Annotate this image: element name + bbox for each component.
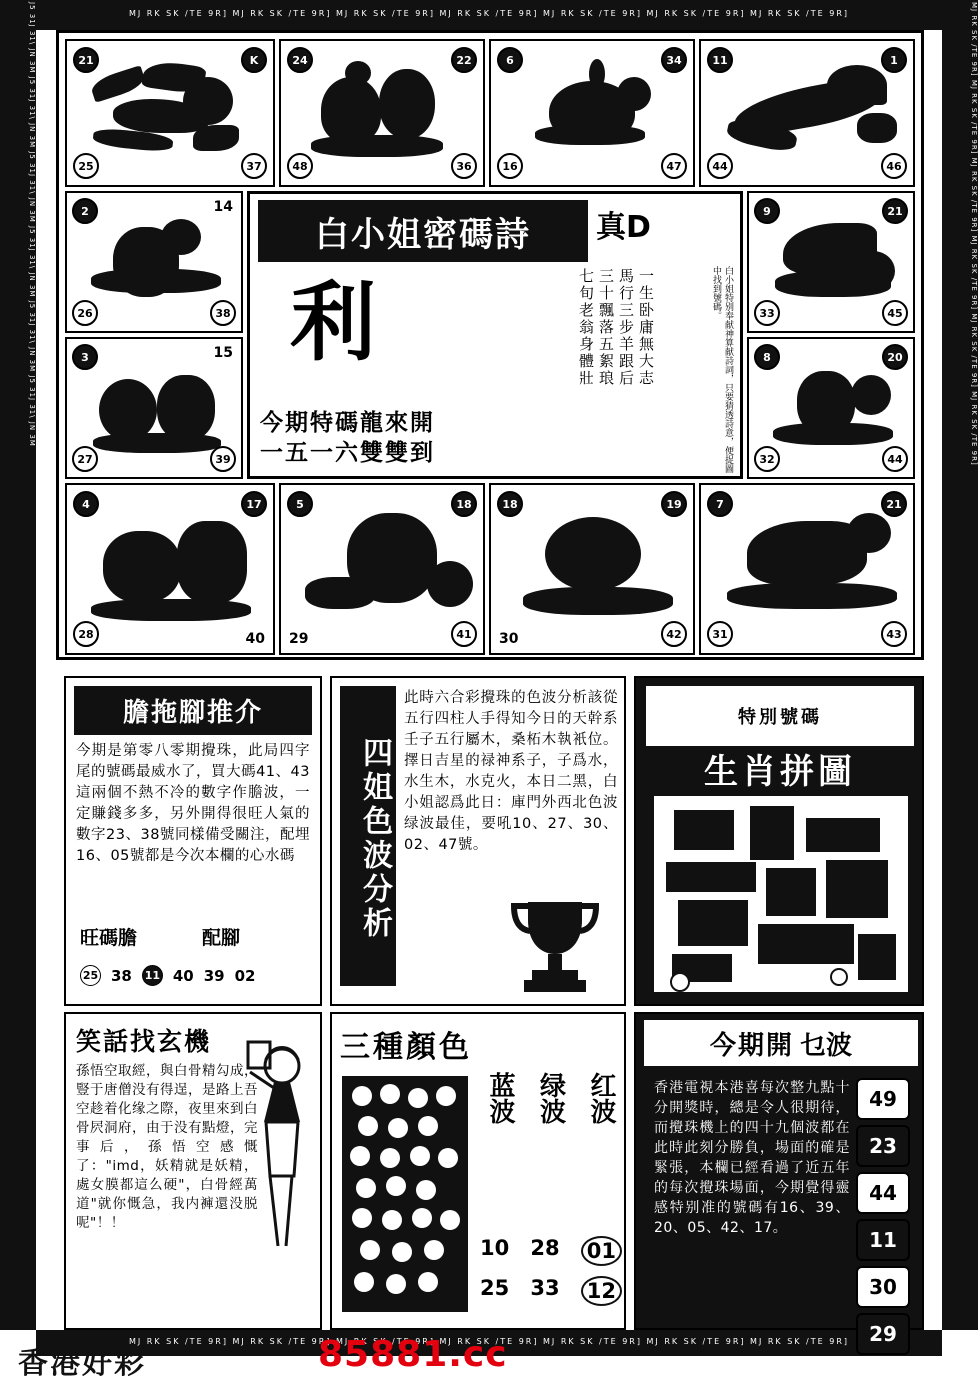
- color-value: 25: [480, 1276, 510, 1300]
- panel-this-issue-body: 香港電視本港喜每次整九點十分開獎時，總是令人很期待，而攪珠機上的四十九個波都在此時此刻分勝負，場面的確是緊張，本欄已經看過了近五年的每次攪珠場面，今期覺得靈感特别准的號碼有16、39、20、05、42、17。: [654, 1080, 850, 1236]
- zodiac-grid-frame: [56, 30, 924, 660]
- tip-number-ball: 11: [142, 965, 163, 986]
- tip-number: 40: [172, 966, 194, 985]
- verse-line: 七旬老翁身體壯: [577, 268, 595, 387]
- lucky-number-chip: 49: [856, 1078, 910, 1120]
- panel-color-wave: [330, 676, 626, 1006]
- lucky-number-chip: 23: [856, 1125, 910, 1167]
- panel-this-issue-title-a: 今期開: [709, 1030, 794, 1061]
- ball-number: 18: [451, 491, 477, 517]
- ball-number: 21: [882, 198, 908, 224]
- ball-number: 26: [72, 300, 98, 326]
- color-value: 10: [480, 1236, 510, 1260]
- cell-corner-number: 30: [499, 631, 519, 647]
- grid-cell: [65, 337, 243, 479]
- lucky-number-chip: 11: [856, 1219, 910, 1261]
- zodiac-puzzle-art: [654, 796, 908, 992]
- panel-tips: [64, 676, 322, 1006]
- grid-cell: [279, 483, 485, 655]
- grid-cell: [489, 39, 695, 187]
- tip-number: 39: [203, 966, 225, 985]
- grid-cell: [747, 337, 915, 479]
- panel-tips-body: 今期是第零八零期攪珠，此局四字尾的號碼最威水了，買大碼41、43這兩個不熱不冷的數字作膽波，一定賺錢多多，另外開得很旺人氣的數字23、38號同樣備受關注，配埋16、05號都是今次本欄的心水碼: [76, 743, 310, 864]
- poster-big-character: 利: [290, 273, 376, 373]
- poster-title: 白小姐密碼詩: [258, 200, 588, 262]
- cell-corner-number: 40: [245, 631, 265, 647]
- panel-tips-label-left: 旺碼膽: [80, 927, 138, 949]
- color-column-name: 绿波: [535, 1072, 566, 1124]
- grid-cell: [65, 39, 275, 187]
- panel-zodiac-title: 生肖拼圖: [704, 752, 856, 792]
- panel-tips-title: 膽拖腳推介: [74, 686, 312, 735]
- ball-number: 34: [661, 47, 687, 73]
- ball-number: 31: [707, 621, 733, 647]
- poster-d-mark: 真D: [596, 210, 651, 245]
- verse-line: 馬行三步羊跟后: [617, 268, 635, 387]
- panel-tips-label-right: 配腳: [202, 927, 241, 949]
- grid-cell: [699, 483, 915, 655]
- ball-number: 42: [661, 621, 687, 647]
- lucky-number-chip: 44: [856, 1172, 910, 1214]
- ball-number: 3: [72, 344, 98, 370]
- panel-three-colors-title: 三種顏色: [340, 1030, 472, 1065]
- ball-number: 45: [882, 300, 908, 326]
- color-value: 28: [530, 1236, 560, 1260]
- ball-number: 27: [72, 446, 98, 472]
- ball-number: 25: [73, 153, 99, 179]
- grid-cell: [279, 39, 485, 187]
- ball-number: 37: [241, 153, 267, 179]
- ball-number: 11: [707, 47, 733, 73]
- panel-joke: [64, 1012, 322, 1330]
- ball-number: 6: [497, 47, 523, 73]
- ball-number: 44: [882, 446, 908, 472]
- tip-number: 38: [111, 966, 132, 985]
- cartoon-girl-icon: [244, 1032, 318, 1252]
- ball-number: 46: [881, 153, 907, 179]
- panel-zodiac-badge: 特別號碼: [738, 707, 822, 728]
- color-value-circled: 01: [581, 1236, 622, 1266]
- ball-number: 44: [707, 153, 733, 179]
- ball-number: 18: [497, 491, 523, 517]
- ball-number: 48: [287, 153, 313, 179]
- lucky-number-chip: 30: [856, 1266, 910, 1308]
- ball-number: 17: [241, 491, 267, 517]
- poster-bottom-line-2: 一五一六雙雙到: [260, 440, 435, 466]
- ball-number: 2: [72, 198, 98, 224]
- ball-number: 22: [451, 47, 477, 73]
- ball-number: 1: [881, 47, 907, 73]
- poster-bottom-line-1: 今期特碼龍來開: [260, 410, 435, 436]
- grid-cell: [747, 191, 915, 333]
- footer-url: 85881.cc: [318, 1334, 508, 1375]
- left-border-strip: J5 31J 31\ JN 3M J5 31J 31\ JN 3M J5 31J 31\ JN 3M J5 31J 31\ JN 3M J5 31J 31\ JN 3M J5 31J 31\ JN 3M: [0, 0, 36, 1330]
- lucky-number-chip: 29: [856, 1313, 910, 1355]
- ball-number: 7: [707, 491, 733, 517]
- color-value-circled: 12: [581, 1276, 622, 1306]
- ball-number: K: [241, 47, 267, 73]
- tip-number: 02: [234, 966, 256, 985]
- panel-this-issue: [634, 1012, 924, 1346]
- color-column-name: 红波: [586, 1072, 616, 1124]
- ball-number: 33: [754, 300, 780, 326]
- grid-cell: [699, 39, 915, 187]
- ball-number: 20: [882, 344, 908, 370]
- ball-number: 5: [287, 491, 313, 517]
- grid-cell: [489, 483, 695, 655]
- ball-number: 41: [451, 621, 477, 647]
- ball-number: 32: [754, 446, 780, 472]
- bottom-border-strip: MJ RK SK /TE 9R] MJ RK SK /TE 9R] MJ RK SK /TE 9R] MJ RK SK /TE 9R] MJ RK SK /TE 9R] MJ RK SK /TE 9R] MJ RK SK /TE 9R]: [36, 1330, 942, 1356]
- lucky-number-column: [856, 1078, 912, 1360]
- panel-color-wave-title: 四姐色波分析: [340, 686, 396, 986]
- main-poster: [247, 191, 743, 479]
- tip-number-ball: 25: [80, 965, 101, 986]
- panel-joke-title: 笑話找玄機: [76, 1027, 212, 1056]
- ball-number: 21: [881, 491, 907, 517]
- top-border-strip: MJ RK SK /TE 9R] MJ RK SK /TE 9R] MJ RK SK /TE 9R] MJ RK SK /TE 9R] MJ RK SK /TE 9R] MJ RK SK /TE 9R] MJ RK SK /TE 9R]: [36, 0, 942, 30]
- trophy-icon: [500, 888, 610, 998]
- ball-number: 8: [754, 344, 780, 370]
- cell-corner-number: 29: [289, 631, 309, 647]
- panel-three-colors: [330, 1012, 626, 1330]
- ball-bin-art: [342, 1076, 468, 1312]
- panel-zodiac-puzzle: [634, 676, 924, 1006]
- color-column-name: 蓝波: [485, 1072, 515, 1124]
- cell-corner-number: 14: [213, 199, 233, 215]
- poster-bottom-lines: [260, 408, 590, 468]
- verse-line: 三十飄落五絮琅: [597, 268, 615, 387]
- ball-number: 16: [497, 153, 523, 179]
- ball-number: 28: [73, 621, 99, 647]
- ball-number: 43: [881, 621, 907, 647]
- ball-number: 4: [73, 491, 99, 517]
- panel-joke-body: 孫悟空取經，與白骨精勾成，豎于唐僧没有得逞，是路上吾空趁着化缘之際，夜里來到白骨屄洞府，由于没有點燈，完事后，孫悟空感慨了："imd，妖精就是妖精，處女膜都這么硬"，白骨經萬道"就你慨急，我内褲還没脱呢"！！: [76, 1063, 258, 1231]
- ball-number: 19: [661, 491, 687, 517]
- panel-color-wave-body: 此時六合彩攪珠的色波分析該從五行四柱人手得知今日的天幹系壬子五行屬木，桑柘木執衹位。擇日吉星的禄神系子，子爲水，水生木，水克火，本日二黑，白小姐認爲此日：庫門外西北色波绿波最佳，要吼10、27、30、02、47號。: [404, 690, 618, 853]
- poster-note: 白小姐特别奉献神算献詩詞，只要猜透詩意，便捉圖中找到號碼。: [711, 266, 733, 473]
- right-border-strip: MJ RK SK /TE 9R] MJ RK SK /TE 9R] MJ RK SK /TE 9R] MJ RK SK /TE 9R] MJ RK SK /TE 9R] MJ RK SK /TE 9R]: [942, 0, 978, 1330]
- color-value: 33: [530, 1276, 560, 1300]
- ball-number: 9: [754, 198, 780, 224]
- ball-number: 24: [287, 47, 313, 73]
- ball-number: 36: [451, 153, 477, 179]
- cell-corner-number: 15: [213, 345, 233, 361]
- verse-line: 一生卧庸無大志: [637, 268, 655, 387]
- ball-number: 39: [210, 446, 236, 472]
- footer-brand: 香港好彩: [18, 1346, 146, 1381]
- ball-number: 47: [661, 153, 687, 179]
- grid-cell: [65, 483, 275, 655]
- panel-this-issue-title-b: 乜波: [800, 1030, 853, 1061]
- ball-number: 38: [210, 300, 236, 326]
- ball-number: 21: [73, 47, 99, 73]
- grid-cell: [65, 191, 243, 333]
